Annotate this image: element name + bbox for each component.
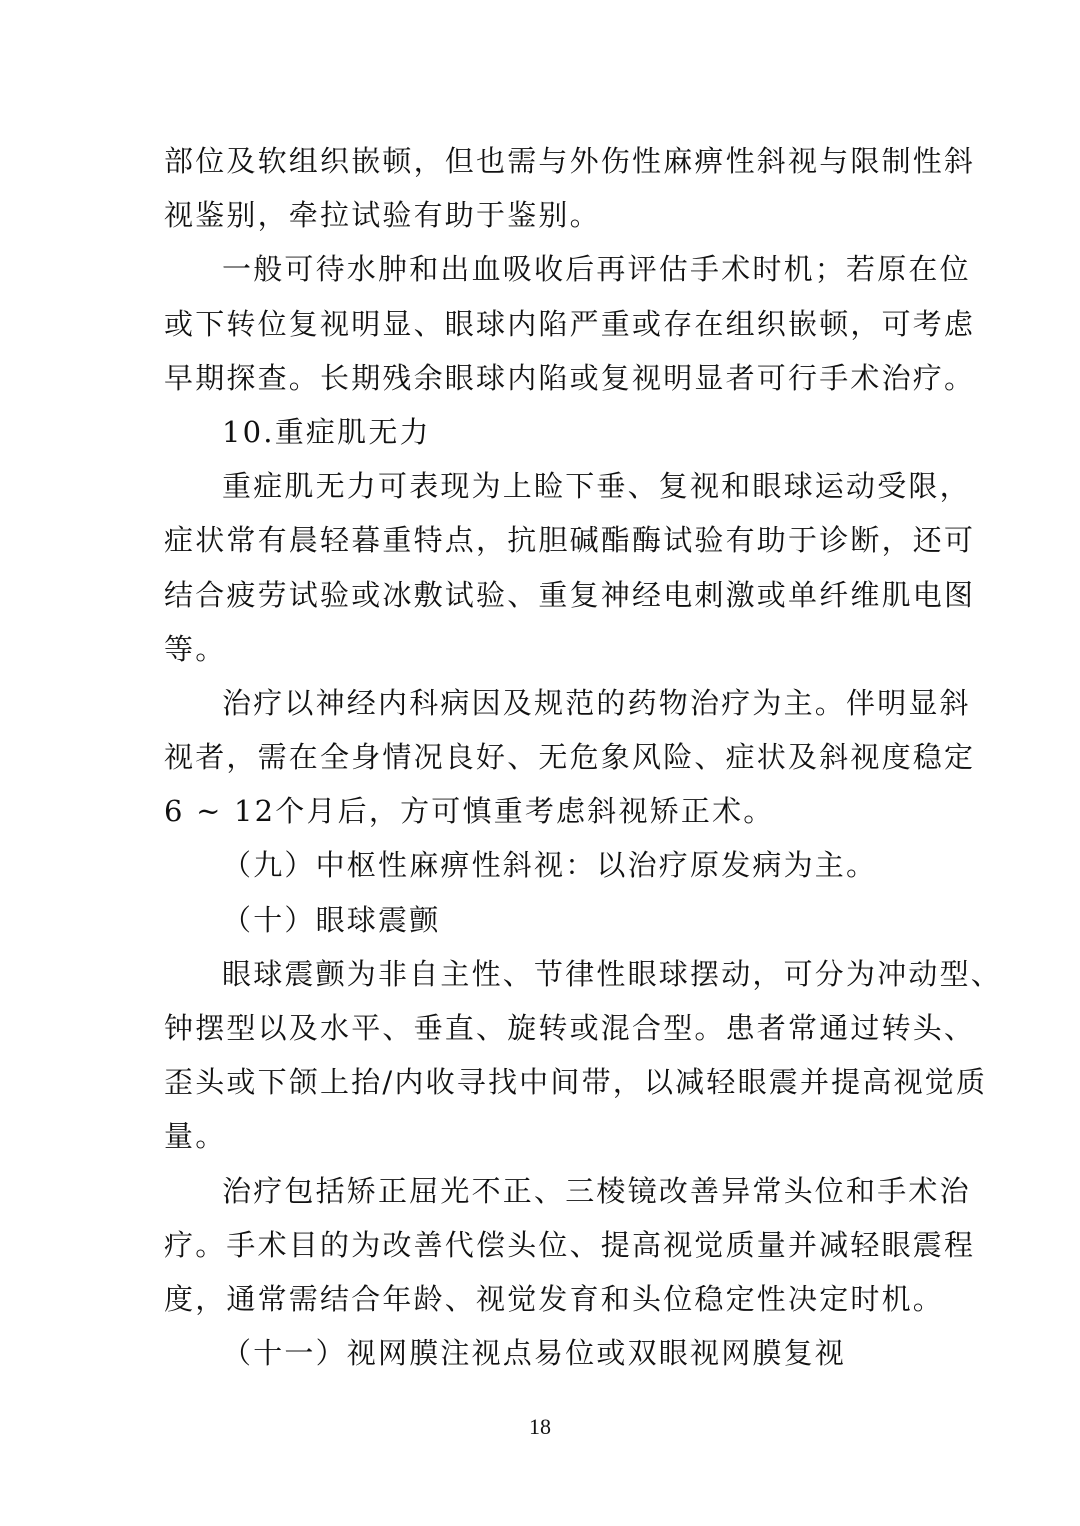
text-line: 歪头或下颌上抬/内收寻找中间带，以减轻眼震并提高视觉质 <box>164 1065 988 1100</box>
text-line: 量。 <box>164 1119 227 1154</box>
text-line: （十）眼球震颤 <box>222 902 441 937</box>
text-line: 治疗以神经内科病因及规范的药物治疗为主。伴明显斜 <box>222 685 971 720</box>
text-line: 或下转位复视明显、眼球内陷严重或存在组织嵌顿，可考虑 <box>164 306 976 341</box>
text-line: 6 ~ 12个月后，方可慎重考虑斜视矫正术。 <box>164 794 775 829</box>
text-line: 治疗包括矫正屈光不正、三棱镜改善异常头位和手术治 <box>222 1173 971 1208</box>
text-line: 结合疲劳试验或冰敷试验、重复神经电刺激或单纤维肌电图 <box>164 577 976 612</box>
page-number: 18 <box>529 1414 551 1439</box>
text-line: 10.重症肌无力 <box>222 414 431 449</box>
text-line: （九）中枢性麻痹性斜视：以治疗原发病为主。 <box>222 848 878 883</box>
text-line: 疗。手术目的为改善代偿头位、提高视觉质量并减轻眼震程 <box>164 1227 976 1262</box>
text-line: 钟摆型以及水平、垂直、旋转或混合型。患者常通过转头、 <box>164 1011 976 1045</box>
text-line: 视鉴别，牵拉试验有助于鉴别。 <box>164 198 601 233</box>
text-line: 一般可待水肿和出血吸收后再评估手术时机；若原在位 <box>222 252 971 287</box>
text-line: 部位及软组织嵌顿，但也需与外伤性麻痹性斜视与限制性斜 <box>164 144 976 178</box>
body-text <box>164 134 1003 1380</box>
text-line: （十一）视网膜注视点易位或双眼视网膜复视 <box>222 1336 847 1371</box>
text-line: 眼球震颤为非自主性、节律性眼球摆动，可分为冲动型、 <box>222 956 1003 991</box>
text-line: 视者，需在全身情况良好、无危象风险、症状及斜视度稳定 <box>164 740 976 775</box>
text-line: 早期探查。长期残余眼球内陷或复视明显者可行手术治疗。 <box>164 360 976 395</box>
text-line: 重症肌无力可表现为上睑下垂、复视和眼球运动受限， <box>222 469 971 504</box>
text-line: 度，通常需结合年龄、视觉发育和头位稳定性决定时机。 <box>164 1281 945 1316</box>
text-line: 症状常有晨轻暮重特点，抗胆碱酯酶试验有助于诊断，还可 <box>164 523 976 558</box>
text-line: 等。 <box>164 631 227 666</box>
